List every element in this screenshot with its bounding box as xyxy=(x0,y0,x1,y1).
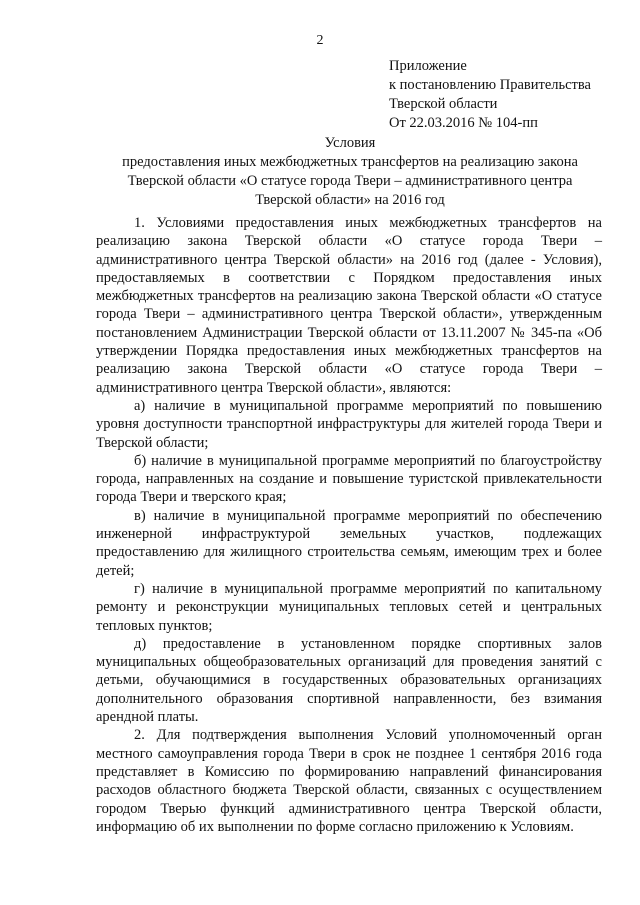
paragraph-1: 1. Условиями предоставления иных межбюджетных трансфертов на реализацию закона Тверской области «О статусе города Твери – административного центра Тверской области» на 2016 год (далее - Условия), предоставляемых в соответствии с Порядком предоставления иных межбюджетных трансфертов на реализацию закона Тверской области «О статусе города Твери – административного центра Тверской области», утвержденным постановлением Администрации Тверской области от 13.11.2007 № 345-па «Об утверждении Порядка предоставления иных межбюджетных трансфертов на реализацию закона Тверской области «О статусе города Твери – административного центра Тверской области», являются: xyxy=(96,215,602,396)
paragraph-item-v: в) наличие в муниципальной программе мероприятий по обеспечению инженерной инфраструктурой земельных участков, подлежащих предоставлению для жилищного строительства семьям, имеющим трех и более детей; xyxy=(96,507,602,579)
document-title xyxy=(90,134,610,210)
title-line-1: Условия xyxy=(324,135,376,151)
appendix-date: От 22.03.2016 № 104-пп xyxy=(389,115,538,131)
paragraph-item-b: б) наличие в муниципальной программе мероприятий по благоустройству города, направленных на создание и повышение туристской привлекательности города Твери и тверского края; xyxy=(96,452,602,506)
paragraph-item-a: а) наличие в муниципальной программе мероприятий по повышению уровня доступности транспортной инфраструктуры для жителей города Твери и Тверской области; xyxy=(96,397,602,451)
page-number: 2 xyxy=(316,33,324,48)
paragraph-item-d: д) предоставление в установленном порядке спортивных залов муниципальных общеобразовательных организаций для проведения занятий с детьми, обучающимися в государственных образовательных организациях дополнительного образования спортивной направленности, без взимания арендной платы. xyxy=(96,635,602,726)
document-body xyxy=(96,214,602,836)
appendix-header xyxy=(389,57,591,133)
title-line-2: предоставления иных межбюджетных трансфертов на реализацию закона xyxy=(122,154,578,170)
title-line-3: Тверской области «О статусе города Твери – административного центра xyxy=(127,173,573,189)
appendix-decree: к постановлению Правительства xyxy=(389,77,591,93)
paragraph-2: 2. Для подтверждения выполнения Условий уполномоченный орган местного самоуправления города Твери в срок не позднее 1 сентября 2016 года представляет в Комиссию по формированию направлений финансирования расходов областного бюджета Тверской области, связанных с осуществлением городом Тверью функций административного центра Тверской области, информацию об их выполнении по форме согласно приложению к Условиям. xyxy=(96,727,602,835)
appendix-region: Тверской области xyxy=(389,96,498,112)
appendix-label: Приложение xyxy=(389,58,467,74)
title-line-4: Тверской области» на 2016 год xyxy=(255,192,445,208)
paragraph-item-g: г) наличие в муниципальной программе мероприятий по капитальному ремонту и реконструкции муниципальных тепловых сетей и центральных тепловых пунктов; xyxy=(96,580,602,634)
